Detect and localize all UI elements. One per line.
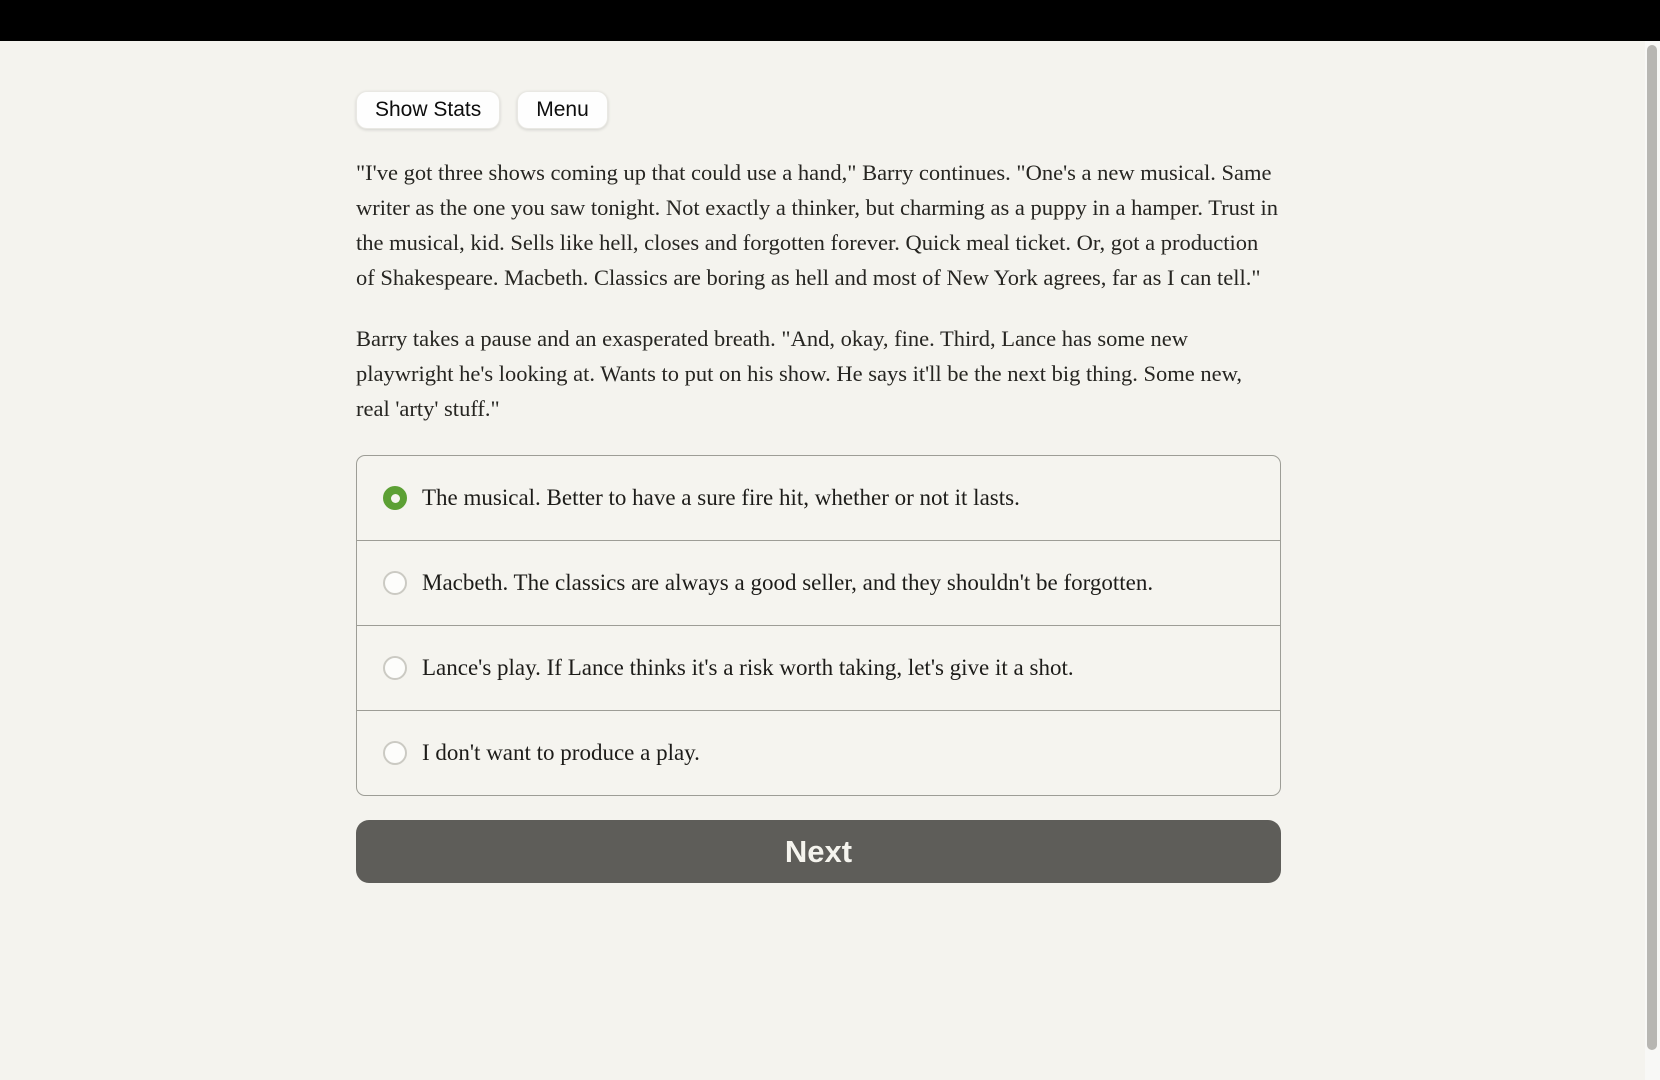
radio-button-icon[interactable] [383,486,407,510]
story-paragraph-2: Barry takes a pause and an exasperated breath. "And, okay, fine. Third, Lance has some new playwright he's looking at. Wants to put on his show. He says it'll be the next big thing. Some new, real 'arty' stuff." [356,326,1243,421]
choice-option-musical[interactable] [357,456,1280,540]
choice-option-lances-play[interactable] [357,625,1280,710]
choice-option-label: Lance's play. If Lance thinks it's a risk worth taking, let's give it a shot. [422,655,1074,680]
menu-button[interactable]: Menu [517,91,608,129]
scrollbar[interactable] [1645,41,1660,1080]
choice-option-no-play[interactable] [357,710,1280,795]
radio-button-icon[interactable] [383,571,407,595]
story-paragraph-1: "I've got three shows coming up that could use a hand," Barry continues. "One's a new musical. Same writer as the one you saw tonight. Not exactly a thinker, but charming as a puppy in a hamper. Trust in the musical, kid. Sells like hell, closes and forgotten forever. Quick meal ticket. Or, got a production of Shakespeare. Macbeth. Classics are boring as hell and most of New York agrees, far as I can tell." [356,160,1279,290]
choice-option-label: Macbeth. The classics are always a good seller, and they shouldn't be forgotten. [422,570,1154,595]
top-letterbox-bar [0,0,1660,41]
choice-group [356,455,1281,796]
radio-button-icon[interactable] [383,741,407,765]
game-content [356,41,1281,883]
toolbar [356,91,1281,129]
scrollbar-thumb[interactable] [1647,45,1657,1050]
story-text [356,155,1281,426]
choice-option-label: The musical. Better to have a sure fire hit, whether or not it lasts. [422,485,1020,510]
choice-option-label: I don't want to produce a play. [422,740,700,765]
next-button[interactable]: Next [356,820,1281,883]
radio-button-icon[interactable] [383,656,407,680]
choice-option-macbeth[interactable] [357,540,1280,625]
show-stats-button[interactable]: Show Stats [356,91,500,129]
